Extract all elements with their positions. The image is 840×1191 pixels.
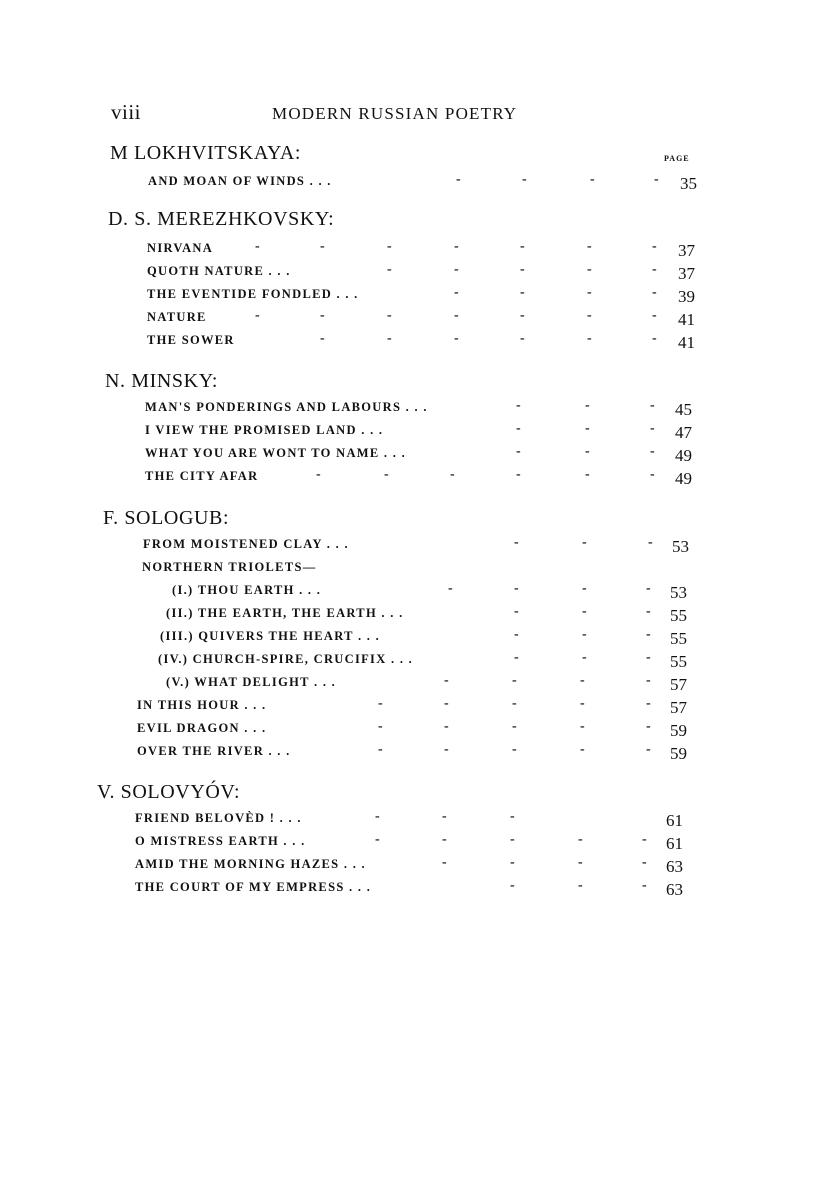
leader-dash: - xyxy=(255,239,260,254)
entry-page: 59 xyxy=(670,744,687,763)
entry-title: O MISTRESS EARTH . . . xyxy=(135,834,306,848)
entry-title: AND MOAN OF WINDS . . . xyxy=(148,174,332,188)
leader-dash: - xyxy=(652,331,657,346)
entry-page: 37 xyxy=(678,264,695,283)
leader-dash: - xyxy=(510,832,515,847)
leader-dash: - xyxy=(442,832,447,847)
leader-dash: - xyxy=(514,627,519,642)
leader-dash: - xyxy=(522,172,527,187)
leader-dash: - xyxy=(652,262,657,277)
entry-title: (V.) WHAT DELIGHT . . . xyxy=(166,675,337,689)
leader-dash: - xyxy=(516,398,521,413)
leader-dash: - xyxy=(646,581,651,596)
leader-dash: - xyxy=(514,535,519,550)
leader-dash: - xyxy=(520,308,525,323)
entry-page: 41 xyxy=(678,310,695,329)
leader-dash: - xyxy=(375,809,380,824)
entry-title: I VIEW THE PROMISED LAND . . . xyxy=(145,423,384,437)
leader-dash: - xyxy=(642,832,647,847)
entry-page: 63 xyxy=(666,880,683,899)
leader-dash: - xyxy=(512,673,517,688)
leader-dash: - xyxy=(580,696,585,711)
author-heading: D. S. MEREZHKOVSKY: xyxy=(108,208,335,230)
leader-dash: - xyxy=(648,535,653,550)
leader-dash: - xyxy=(442,855,447,870)
entry-title: THE EVENTIDE FONDLED . . . xyxy=(147,287,359,301)
running-head xyxy=(0,100,840,126)
leader-dash: - xyxy=(450,467,455,482)
leader-dash: - xyxy=(650,398,655,413)
entry-title: THE COURT OF MY EMPRESS . . . xyxy=(135,880,372,894)
leader-dash: - xyxy=(587,262,592,277)
leader-dash: - xyxy=(587,331,592,346)
leader-dash: - xyxy=(520,285,525,300)
page-column-label: PAGE xyxy=(664,154,690,163)
leader-dash: - xyxy=(516,444,521,459)
leader-dash: - xyxy=(444,719,449,734)
leader-dash: - xyxy=(510,855,515,870)
leader-dash: - xyxy=(456,172,461,187)
entry-title: NORTHERN TRIOLETS— xyxy=(142,560,317,574)
leader-dash: - xyxy=(652,308,657,323)
entry-page: 59 xyxy=(670,721,687,740)
leader-dash: - xyxy=(320,239,325,254)
entry-page: 35 xyxy=(680,174,697,193)
entry-page: 49 xyxy=(675,469,692,488)
entry-title: (III.) QUIVERS THE HEART . . . xyxy=(160,629,381,643)
leader-dash: - xyxy=(510,809,515,824)
leader-dash: - xyxy=(585,444,590,459)
entry-title: WHAT YOU ARE WONT TO NAME . . . xyxy=(145,446,407,460)
entry-title: OVER THE RIVER . . . xyxy=(137,744,291,758)
leader-dash: - xyxy=(516,421,521,436)
entry-page: 39 xyxy=(678,287,695,306)
leader-dash: - xyxy=(580,719,585,734)
leader-dash: - xyxy=(642,878,647,893)
entry-title: NIRVANA xyxy=(147,241,214,255)
leader-dash: - xyxy=(578,832,583,847)
leader-dash: - xyxy=(587,308,592,323)
author-heading: V. SOLOVYÓV: xyxy=(97,781,241,803)
leader-dash: - xyxy=(650,421,655,436)
leader-dash: - xyxy=(387,262,392,277)
entry-page: 37 xyxy=(678,241,695,260)
leader-dash: - xyxy=(580,742,585,757)
entry-page: 57 xyxy=(670,675,687,694)
leader-dash: - xyxy=(387,331,392,346)
leader-dash: - xyxy=(582,535,587,550)
leader-dash: - xyxy=(646,627,651,642)
author-heading: M LOKHVITSKAYA: xyxy=(110,142,302,164)
leader-dash: - xyxy=(387,239,392,254)
entry-title: (II.) THE EARTH, THE EARTH . . . xyxy=(166,606,404,620)
entry-title: (I.) THOU EARTH . . . xyxy=(172,583,322,597)
leader-dash: - xyxy=(652,285,657,300)
leader-dash: - xyxy=(454,262,459,277)
entry-title: FRIEND BELOVÈD ! . . . xyxy=(135,811,302,825)
leader-dash: - xyxy=(320,308,325,323)
leader-dash: - xyxy=(654,172,659,187)
entry-title: (IV.) CHURCH-SPIRE, CRUCIFIX . . . xyxy=(158,652,414,666)
entry-title: IN THIS HOUR . . . xyxy=(137,698,267,712)
leader-dash: - xyxy=(520,262,525,277)
entry-page: 47 xyxy=(675,423,692,442)
leader-dash: - xyxy=(378,696,383,711)
leader-dash: - xyxy=(442,809,447,824)
leader-dash: - xyxy=(585,421,590,436)
entry-page: 63 xyxy=(666,857,683,876)
leader-dash: - xyxy=(590,172,595,187)
leader-dash: - xyxy=(378,742,383,757)
leader-dash: - xyxy=(652,239,657,254)
entry-page: 61 xyxy=(666,811,683,830)
entry-page: 41 xyxy=(678,333,695,352)
leader-dash: - xyxy=(320,331,325,346)
leader-dash: - xyxy=(582,581,587,596)
running-title: MODERN RUSSIAN POETRY xyxy=(272,104,518,123)
leader-dash: - xyxy=(454,308,459,323)
entry-title: THE SOWER xyxy=(147,333,235,347)
leader-dash: - xyxy=(448,581,453,596)
leader-dash: - xyxy=(514,604,519,619)
entry-title: FROM MOISTENED CLAY . . . xyxy=(143,537,349,551)
leader-dash: - xyxy=(646,719,651,734)
author-heading: F. SOLOGUB: xyxy=(103,507,230,529)
leader-dash: - xyxy=(384,467,389,482)
leader-dash: - xyxy=(378,719,383,734)
leader-dash: - xyxy=(454,331,459,346)
entry-title: EVIL DRAGON . . . xyxy=(137,721,267,735)
leader-dash: - xyxy=(578,878,583,893)
leader-dash: - xyxy=(585,467,590,482)
leader-dash: - xyxy=(512,742,517,757)
leader-dash: - xyxy=(516,467,521,482)
leader-dash: - xyxy=(316,467,321,482)
entry-title: QUOTH NATURE . . . xyxy=(147,264,291,278)
entry-page: 55 xyxy=(670,652,687,671)
leader-dash: - xyxy=(646,696,651,711)
leader-dash: - xyxy=(582,650,587,665)
entry-title: AMID THE MORNING HAZES . . . xyxy=(135,857,366,871)
leader-dash: - xyxy=(454,285,459,300)
leader-dash: - xyxy=(578,855,583,870)
leader-dash: - xyxy=(255,308,260,323)
leader-dash: - xyxy=(587,239,592,254)
leader-dash: - xyxy=(512,696,517,711)
leader-dash: - xyxy=(510,878,515,893)
entry-title: THE CITY AFAR xyxy=(145,469,259,483)
leader-dash: - xyxy=(587,285,592,300)
leader-dash: - xyxy=(375,832,380,847)
leader-dash: - xyxy=(646,742,651,757)
entry-page: 53 xyxy=(670,583,687,602)
leader-dash: - xyxy=(646,673,651,688)
leader-dash: - xyxy=(580,673,585,688)
entry-title: NATURE xyxy=(147,310,207,324)
leader-dash: - xyxy=(387,308,392,323)
leader-dash: - xyxy=(650,444,655,459)
entry-page: 61 xyxy=(666,834,683,853)
leader-dash: - xyxy=(520,331,525,346)
leader-dash: - xyxy=(646,604,651,619)
leader-dash: - xyxy=(512,719,517,734)
author-heading: N. MINSKY: xyxy=(105,370,219,392)
leader-dash: - xyxy=(444,696,449,711)
leader-dash: - xyxy=(585,398,590,413)
leader-dash: - xyxy=(514,650,519,665)
page-folio: viii xyxy=(111,100,142,124)
leader-dash: - xyxy=(642,855,647,870)
leader-dash: - xyxy=(520,239,525,254)
leader-dash: - xyxy=(454,239,459,254)
entry-title: MAN'S PONDERINGS AND LABOURS . . . xyxy=(145,400,428,414)
entry-page: 53 xyxy=(672,537,689,556)
leader-dash: - xyxy=(650,467,655,482)
entry-page: 55 xyxy=(670,606,687,625)
leader-dash: - xyxy=(582,604,587,619)
leader-dash: - xyxy=(646,650,651,665)
leader-dash: - xyxy=(444,673,449,688)
leader-dash: - xyxy=(514,581,519,596)
entry-page: 49 xyxy=(675,446,692,465)
entry-page: 57 xyxy=(670,698,687,717)
entry-page: 55 xyxy=(670,629,687,648)
leader-dash: - xyxy=(582,627,587,642)
entry-page: 45 xyxy=(675,400,692,419)
leader-dash: - xyxy=(444,742,449,757)
